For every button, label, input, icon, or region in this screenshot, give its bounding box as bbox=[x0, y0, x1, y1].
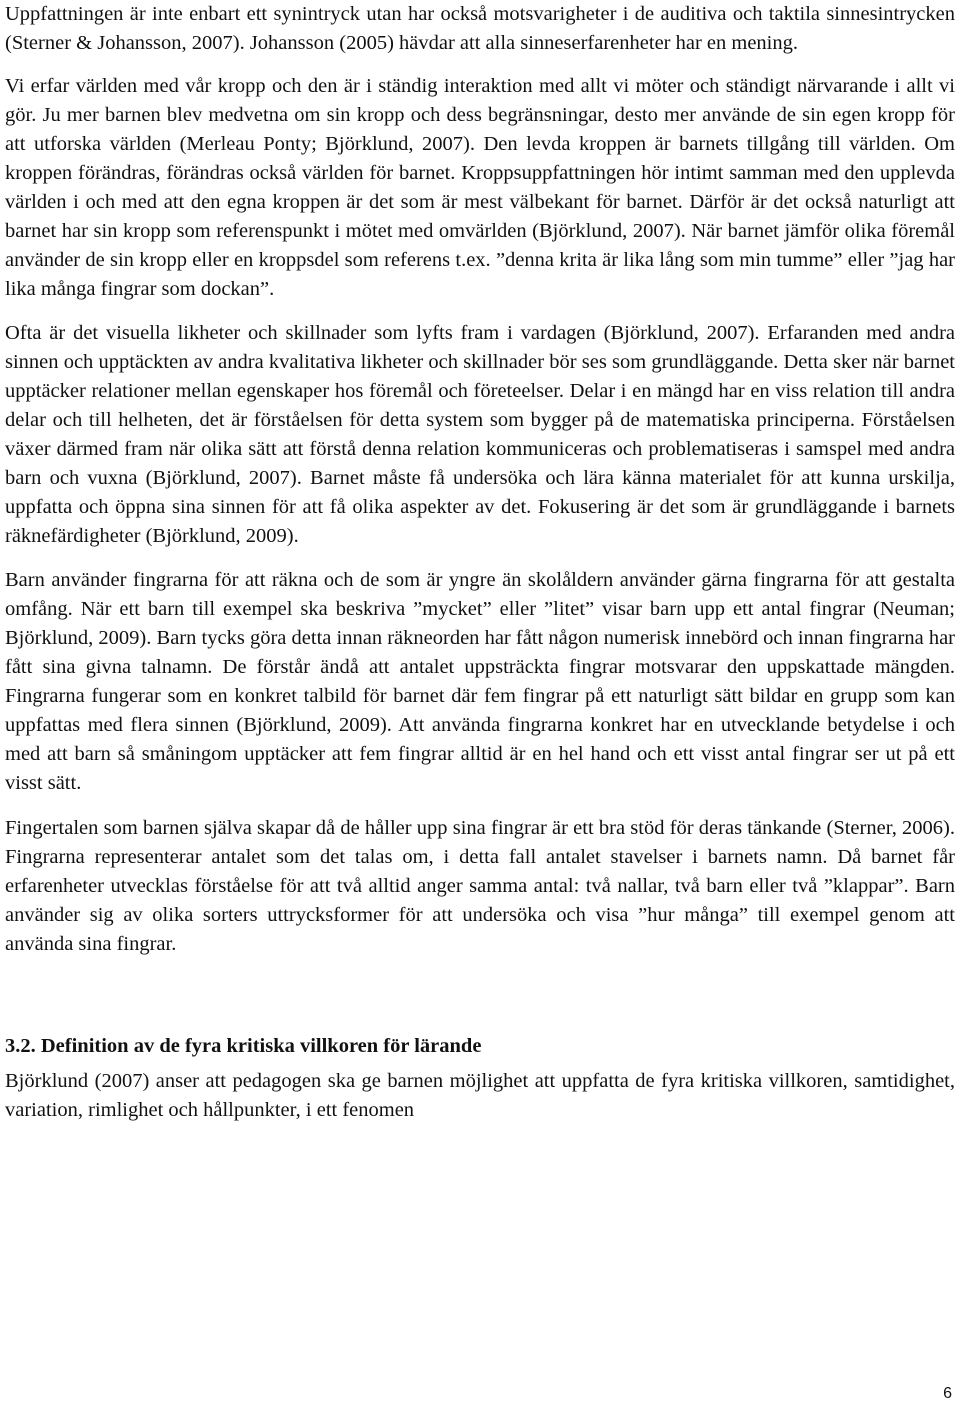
paragraph-body: Vi erfar världen med vår kropp och den är i ständig interaktion med allt vi möter och ständigt närvarande i allt vi gör. Ju mer barnen blev medvetna om sin kropp och dess begränsningar, desto mer använde de sin egen kropp för att utforska världen (Merleau Ponty; Björklund, 2007). Den levda kroppen är barnets tillgång till världen. Om kroppen förändras, förändras också världen för barnet. Kroppsuppfattningen hör intimt samman med den upplevda världen i och med att den egna kroppen är det som är mest välbekant för barnet. Därför är det också naturligt att barnet har sin kropp som referenspunkt i mötet med omvärlden (Björklund, 2007). När barnet jämför olika föremål använder de sin kropp eller en kroppsdel som referens t.ex. ”denna krita är lika lång som min tumme” eller ”jag har lika många fingrar som dockan”. bbox=[5, 75, 955, 300]
document-body bbox=[5, 0, 955, 1125]
paragraph-perception: Uppfattningen är inte enbart ett synintryck utan har också motsvarigheter i de auditiva och taktila sinnesintrycken (Sterner & Johansson, 2007). Johansson (2005) hävdar att alla sinneserfarenheter har en mening. bbox=[5, 3, 955, 54]
paragraph-finger-numbers: Fingertalen som barnen själva skapar då de håller upp sina fingrar är ett bra stöd för deras tänkande (Sterner, 2006). Fingrarna representerar antalet som det talas om, i detta fall antalet stavelser i barnets namn. Då barnet får erfarenheter utvecklas förståelse för att två alltid anger samma antal: två nallar, två barn eller två ”klappar”. Barn använder sig av olika sorters uttrycksformer för att undersöka och visa ”hur många” till exempel genom att använda sina fingrar. bbox=[5, 817, 955, 955]
paragraph-critical-conditions: Björklund (2007) anser att pedagogen ska ge barnen möjlighet att uppfatta de fyra kritiska villkoren, samtidighet, variation, rimlighet och hållpunkter, i ett fenomen bbox=[5, 1070, 955, 1121]
paragraph-fingers-counting: Barn använder fingrarna för att räkna och de som är yngre än skolåldern använder gärna fingrarna för att gestalta omfång. När ett barn till exempel ska beskriva ”mycket” eller ”litet” visar barn upp ett antal fingrar (Neuman; Björklund, 2009). Barn tycks göra detta innan räkneorden har fått någon numerisk innebörd och innan fingrarna har fått sina givna talnamn. De förstår ändå att antalet uppsträckta fingrar motsvarar den uppskattade mängden. Fingrarna fungerar som en konkret talbild för barnet där fem fingrar på ett naturligt sätt bildar en grupp som kan uppfattas med flera sinnen (Björklund, 2009). Att använda fingrarna konkret har en utvecklande betydelse i och med att barn så småningom upptäcker att fem fingrar alltid är en hel hand och ett visst antal fingrar ser ut på ett visst sätt. bbox=[5, 569, 955, 794]
paragraph-visual-similarities: Ofta är det visuella likheter och skillnader som lyfts fram i vardagen (Björklund, 2007). Erfaranden med andra sinnen och upptäckten av andra kvalitativa likheter och skillnader bör ses som grundläggande. Detta sker när barnet upptäcker relationer mellan egenskaper hos föremål och företeelser. Delar i en mängd har en viss relation till andra delar och till helheten, det är förståelsen för detta system som bygger på de matematiska principerna. Förståelsen växer därmed fram när olika sätt att förstå denna relation kommuniceras och problematiseras i samspel med andra barn och vuxna (Björklund, 2007). Barnet måste få undersöka och lära känna materialet för att kunna urskilja, uppfatta och öppna sina sinnen för att få olika aspekter av det. Fokusering är det som är grundläggande i barnets räknefärdigheter (Björklund, 2009). bbox=[5, 322, 955, 547]
section-heading: 3.2. Definition av de fyra kritiska villkoren för lärande bbox=[5, 1035, 482, 1057]
page-number: 6 bbox=[943, 1385, 952, 1402]
